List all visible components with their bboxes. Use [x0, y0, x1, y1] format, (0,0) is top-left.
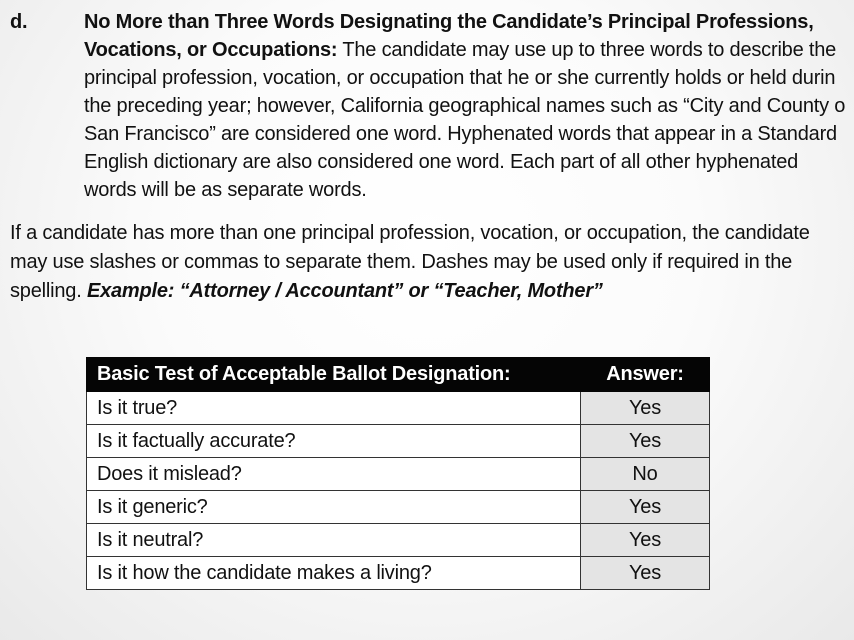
- separation-paragraph: [10, 219, 854, 306]
- row-answer: Yes: [581, 392, 710, 425]
- item-heading: No More than Three Words Designating the Candidate’s Principal Professions,: [84, 11, 814, 33]
- row-answer: Yes: [581, 557, 710, 590]
- paragraph-line-3-text: spelling.: [10, 280, 87, 302]
- item-line-6: English dictionary are also considered one word. Each part of all other hyphenated: [84, 151, 799, 173]
- paragraph-line-1: If a candidate has more than one principal profession, vocation, or occupation, the candidate: [10, 222, 810, 244]
- item-text: The candidate may use up to three words to describe the: [337, 39, 837, 61]
- paragraph-line-3: [10, 277, 854, 306]
- row-question: Is it factually accurate?: [87, 425, 581, 458]
- item-line-2: [84, 36, 854, 64]
- paragraph-line-2: may use slashes or commas to separate them. Dashes may be used only if required in the: [10, 251, 793, 273]
- header-question: Basic Test of Acceptable Ballot Designation:: [87, 358, 581, 392]
- ballot-designation-table: [86, 357, 710, 590]
- item-line-4: the preceding year; however, California geographical names such as “City and County o: [84, 95, 846, 117]
- table-row: [87, 491, 710, 524]
- row-question: Does it mislead?: [87, 458, 581, 491]
- table-row: [87, 392, 710, 425]
- table-row: [87, 557, 710, 590]
- row-question: Is it how the candidate makes a living?: [87, 557, 581, 590]
- table-row: [87, 458, 710, 491]
- table-header-row: [87, 358, 710, 392]
- row-answer: Yes: [581, 425, 710, 458]
- item-letter: d.: [10, 11, 28, 33]
- example-text: Example: “Attorney / Accountant” or “Teacher, Mother”: [86, 280, 603, 302]
- table-row: [87, 425, 710, 458]
- header-answer: Answer:: [581, 358, 710, 392]
- row-answer: No: [581, 458, 710, 491]
- row-question: Is it generic?: [87, 491, 581, 524]
- row-answer: Yes: [581, 491, 710, 524]
- item-line-7: words will be as separate words.: [84, 179, 367, 201]
- row-question: Is it true?: [87, 392, 581, 425]
- item-line-5: San Francisco” are considered one word. Hyphenated words that appear in a Standard: [84, 123, 837, 145]
- row-question: Is it neutral?: [87, 524, 581, 557]
- item-body: [84, 8, 854, 204]
- row-answer: Yes: [581, 524, 710, 557]
- item-line-3: principal profession, vocation, or occupation that he or she currently holds or held durin: [84, 67, 836, 89]
- table-row: [87, 524, 710, 557]
- item-heading-continued: Vocations, or Occupations:: [84, 39, 338, 61]
